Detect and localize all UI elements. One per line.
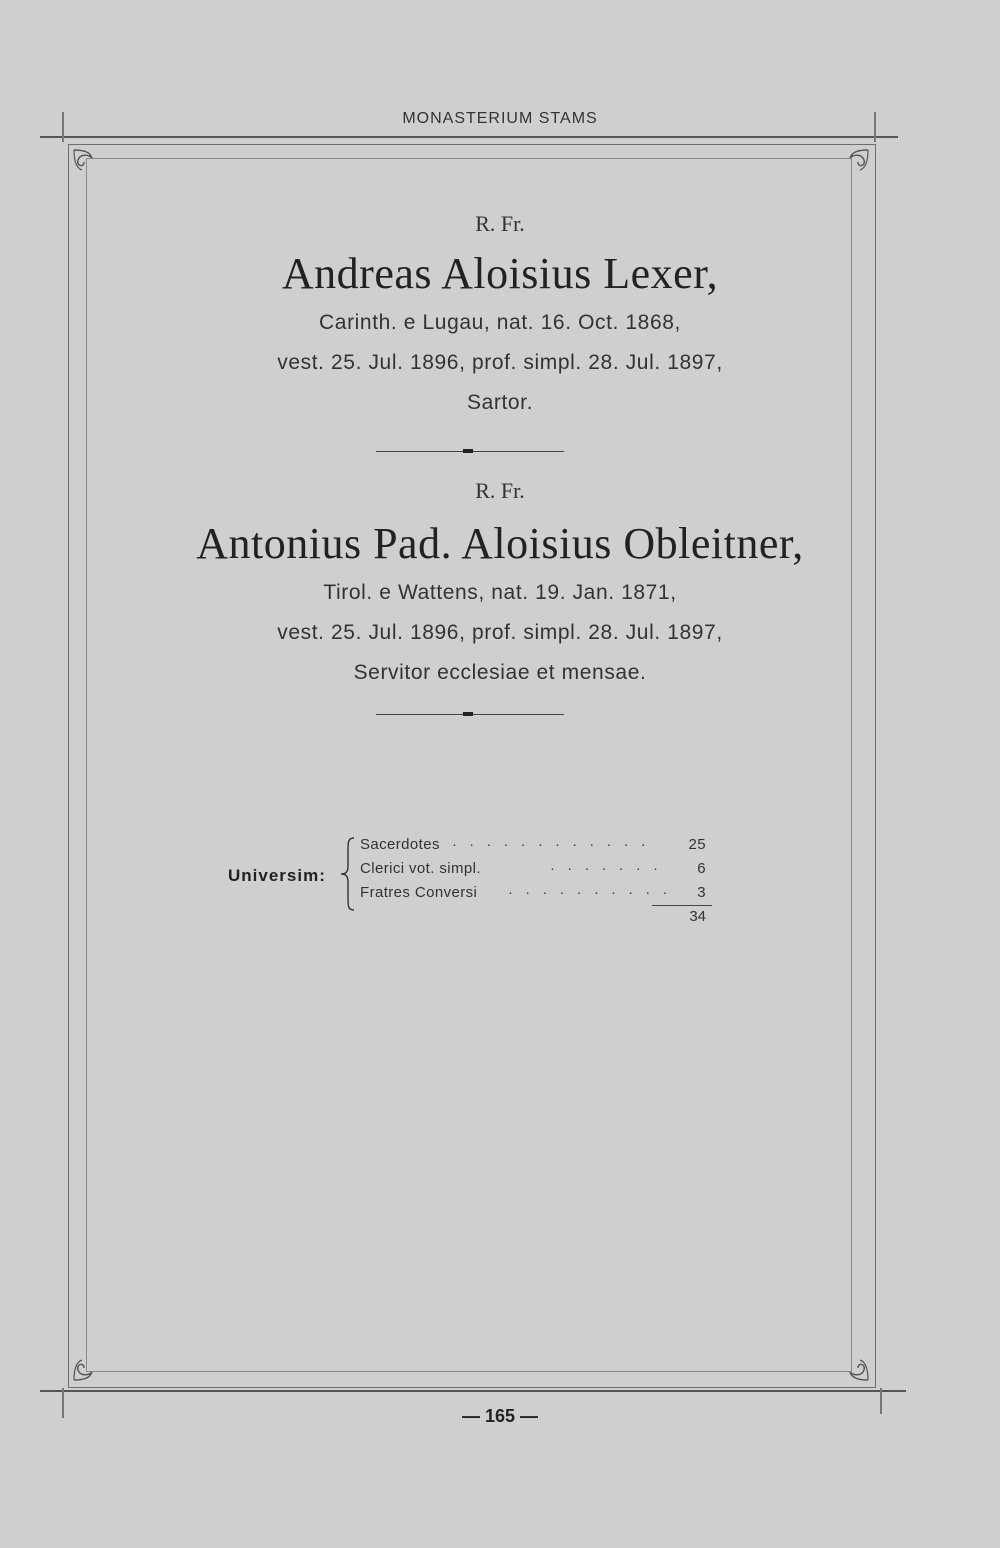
summary-total: 34	[689, 908, 706, 925]
header-left-tick	[62, 112, 64, 142]
entry-vows-line: vest. 25. Jul. 1896, prof. simpl. 28. Jul. 1897,	[277, 351, 723, 374]
summary-row	[360, 860, 706, 880]
entry-origin-line: Tirol. e Wattens, nat. 19. Jan. 1871,	[323, 581, 677, 604]
corner-ornament-icon	[70, 146, 106, 182]
entry-office-line: Servitor ecclesiae et mensae.	[353, 661, 647, 684]
corner-ornament-icon	[70, 1348, 106, 1384]
page-frame-inner	[86, 158, 852, 1372]
running-head: MONASTERIUM STAMS	[402, 110, 598, 127]
header-right-tick	[874, 112, 876, 142]
summary-row-value: 3	[697, 884, 706, 901]
entry-title: R. Fr.	[475, 478, 525, 503]
total-rule	[652, 905, 712, 906]
summary-label: Universim:	[228, 866, 326, 885]
footer-rule	[40, 1390, 906, 1392]
entry-office-line: Sartor.	[466, 391, 534, 414]
page-number: — 165 —	[461, 1406, 539, 1426]
summary-row	[360, 884, 706, 904]
entry-name: Antonius Pad. Aloisius Obleitner,	[196, 519, 804, 568]
leader-dots: · · · · · · · · · · · ·	[452, 836, 650, 853]
leader-dots: · · · · · · ·	[550, 860, 662, 877]
leader-dots: · · · · · · · · · ·	[508, 884, 672, 901]
summary-row	[360, 836, 706, 856]
brace-icon	[338, 836, 358, 912]
corner-ornament-icon	[836, 1348, 872, 1384]
summary-row-label: Sacerdotes	[360, 836, 440, 853]
entry-title: R. Fr.	[475, 211, 525, 236]
entry-origin-line: Carinth. e Lugau, nat. 16. Oct. 1868,	[319, 311, 681, 334]
summary-row-label: Clerici vot. simpl.	[360, 860, 481, 877]
section-divider-mark	[463, 449, 473, 453]
summary-row-value: 25	[688, 836, 706, 853]
corner-ornament-icon	[836, 146, 872, 182]
summary-row-label: Fratres Conversi	[360, 884, 478, 901]
entry-name: Andreas Aloisius Lexer,	[281, 249, 719, 298]
summary-row-value: 6	[697, 860, 706, 877]
header-rule	[40, 136, 898, 138]
entry-vows-line: vest. 25. Jul. 1896, prof. simpl. 28. Jul. 1897,	[277, 621, 723, 644]
section-divider-mark	[463, 712, 473, 716]
